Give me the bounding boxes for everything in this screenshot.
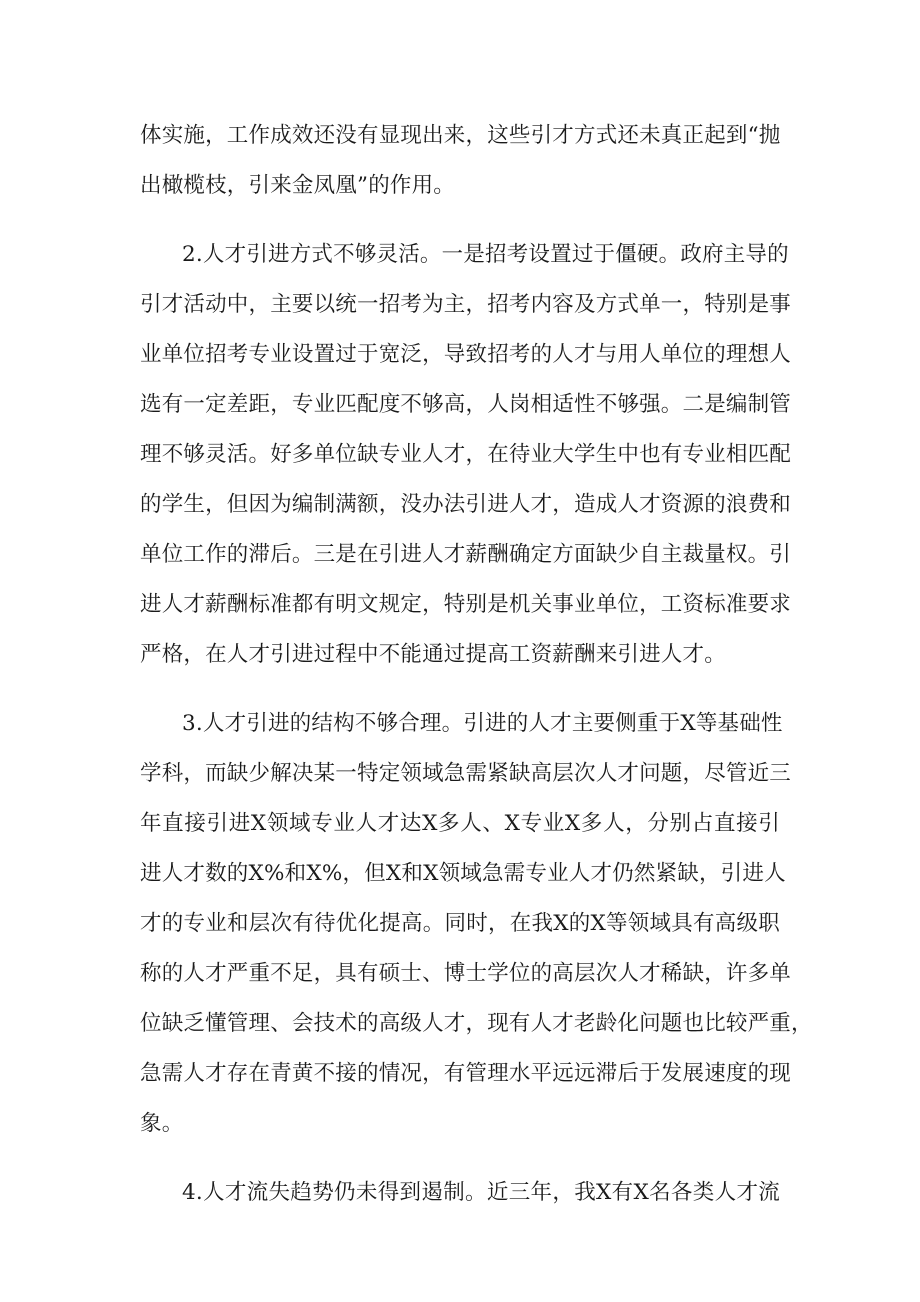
paragraph-2-line-6: 的学生，但因为编制满额，没办法引进人才，造成人才资源的浪费和: [140, 492, 792, 517]
paragraph-4-line-1: 4.人才流失趋势仍未得到遏制。近三年，我X有X名各类人才流: [182, 1180, 780, 1205]
paragraph-3-line-3: 年直接引进X领域专业人才达X多人、X专业X多人，分别占直接引: [140, 811, 780, 836]
paragraph-2-line-8: 进人才薪酬标准都有明文规定，特别是机关事业单位，工资标准要求: [140, 592, 792, 617]
paragraph-3-line-8: 急需人才存在青黄不接的情况，有管理水平远远滞后于发展速度的现: [140, 1061, 792, 1086]
paragraph-3-line-6: 称的人才严重不足，具有硕士、博士学位的高层次人才稀缺，许多单: [140, 961, 792, 986]
paragraph-2-line-2: 引才活动中，主要以统一招考为主，招考内容及方式单一，特别是事: [140, 292, 792, 317]
paragraph-1-line-1: 体实施，工作成效还没有显现出来，这些引才方式还未真正起到“抛: [140, 123, 781, 148]
paragraph-3-line-1: 3.人才引进的结构不够合理。引进的人才主要侧重于X等基础性: [182, 711, 783, 736]
paragraph-2-line-4: 选有一定差距，专业匹配度不够高，人岗相适性不够强。二是编制管: [140, 392, 792, 417]
paragraph-1-line-2: 出橄榄枝，引来金凤凰”的作用。: [140, 173, 455, 198]
paragraph-3-line-4: 进人才数的X%和X%，但X和X领域急需专业人才仍然紧缺，引进人: [140, 861, 786, 886]
paragraph-2-line-5: 理不够灵活。好多单位缺专业人才，在待业大学生中也有专业相匹配: [140, 442, 792, 467]
paragraph-2-line-3: 业单位招考专业设置过于宽泛，导致招考的人才与用人单位的理想人: [140, 342, 792, 367]
paragraph-3-line-7: 位缺乏懂管理、会技术的高级人才，现有人才老龄化问题也比较严重，: [140, 1011, 813, 1036]
paragraph-2-line-9: 严格，在人才引进过程中不能通过提高工资薪酬来引进人才。: [140, 642, 726, 667]
paragraph-3-line-2: 学科，而缺少解决某一特定领域急需紧缺高层次人才问题，尽管近三: [140, 761, 792, 786]
paragraph-2-line-1: 2.人才引进方式不够灵活。一是招考设置过于僵硬。政府主导的: [182, 242, 789, 267]
paragraph-3-line-5: 才的专业和层次有待优化提高。同时，在我X的X等领域具有高级职: [140, 911, 780, 936]
paragraph-3-line-9: 象。: [140, 1111, 184, 1136]
paragraph-2-line-7: 单位工作的滞后。三是在引进人才薪酬确定方面缺少自主裁量权。引: [140, 542, 792, 567]
